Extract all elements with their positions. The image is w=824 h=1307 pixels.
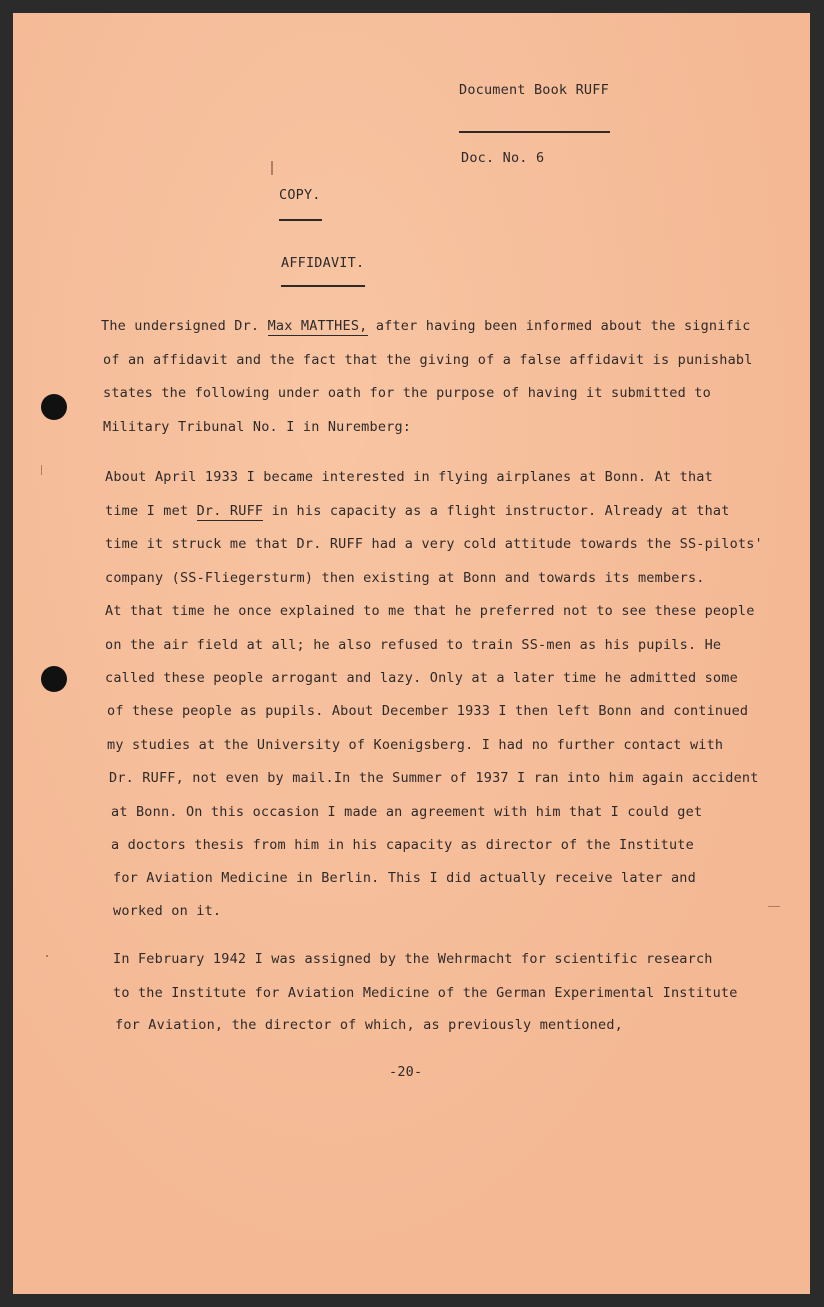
para1-line-11: at Bonn. On this occasion I made an agreement with him that I could get xyxy=(111,804,703,820)
copy-title: COPY. xyxy=(279,187,321,203)
para2-line-3: for Aviation, the director of which, as previously mentioned, xyxy=(115,1017,623,1033)
para1-line-5: At that time he once explained to me that he preferred not to see these people xyxy=(105,603,755,619)
para1-line-7: called these people arrogant and lazy. Only at a later time he admitted some xyxy=(105,670,738,686)
para1-line-14: worked on it. xyxy=(113,903,222,919)
para1-line-3: time it struck me that Dr. RUFF had a very cold attitude towards the SS-pilots' xyxy=(105,536,763,552)
para1-line-12: a doctors thesis from him in his capacity as director of the Institute xyxy=(111,837,694,853)
ruff-name: Dr. RUFF xyxy=(196,503,264,519)
para2-line-2: to the Institute for Aviation Medicine of the German Experimental Institute xyxy=(113,985,738,1001)
para1-line-1: About April 1933 I became interested in flying airplanes at Bonn. At that xyxy=(105,469,713,485)
punch-hole-bottom xyxy=(41,666,67,692)
page-number: -20- xyxy=(389,1064,423,1080)
para1-line-9: my studies at the University of Koenigsberg. I had no further contact with xyxy=(107,737,724,753)
affidavit-underline xyxy=(281,285,365,287)
affiant-name: Max MATTHES, xyxy=(267,318,368,334)
para2-line-1: In February 1942 I was assigned by the Wehrmacht for scientific research xyxy=(113,951,713,967)
document-page xyxy=(13,13,810,1294)
para1-line-8: of these people as pupils. About December 1933 I then left Bonn and continued xyxy=(107,703,749,719)
margin-tick-right xyxy=(768,906,780,907)
para1-line-10: Dr. RUFF, not even by mail.In the Summer of 1937 I ran into him again accident xyxy=(109,770,759,786)
header-rule xyxy=(459,131,610,133)
intro-line-1-end: after having been informed about the signific xyxy=(375,318,751,334)
para1-line-2-end: in his capacity as a flight instructor. Already at that xyxy=(271,503,730,519)
margin-dot xyxy=(46,955,48,957)
intro-line-3: states the following under oath for the purpose of having it submitted to xyxy=(103,385,711,401)
para1-line-2 xyxy=(105,503,730,519)
para1-line-6: on the air field at all; he also refused to train SS-men as his pupils. He xyxy=(105,637,722,653)
document-book-label: Document Book RUFF xyxy=(459,82,609,98)
margin-tick xyxy=(271,161,273,175)
copy-underline xyxy=(279,219,322,221)
affidavit-title: AFFIDAVIT. xyxy=(281,255,365,271)
punch-hole-top xyxy=(41,394,67,420)
doc-number: Doc. No. 6 xyxy=(461,150,545,166)
intro-line-4: Military Tribunal No. I in Nuremberg: xyxy=(103,419,412,435)
intro-line-1-start: The undersigned Dr. xyxy=(101,318,260,334)
intro-line-1 xyxy=(101,318,751,334)
margin-tick-left xyxy=(41,465,42,475)
para1-line-4: company (SS-Fliegersturm) then existing at Bonn and towards its members. xyxy=(105,570,705,586)
intro-line-2: of an affidavit and the fact that the giving of a false affidavit is punishabl xyxy=(103,352,753,368)
para1-line-13: for Aviation Medicine in Berlin. This I did actually receive later and xyxy=(113,870,696,886)
para1-line-2-start: time I met xyxy=(105,503,189,519)
